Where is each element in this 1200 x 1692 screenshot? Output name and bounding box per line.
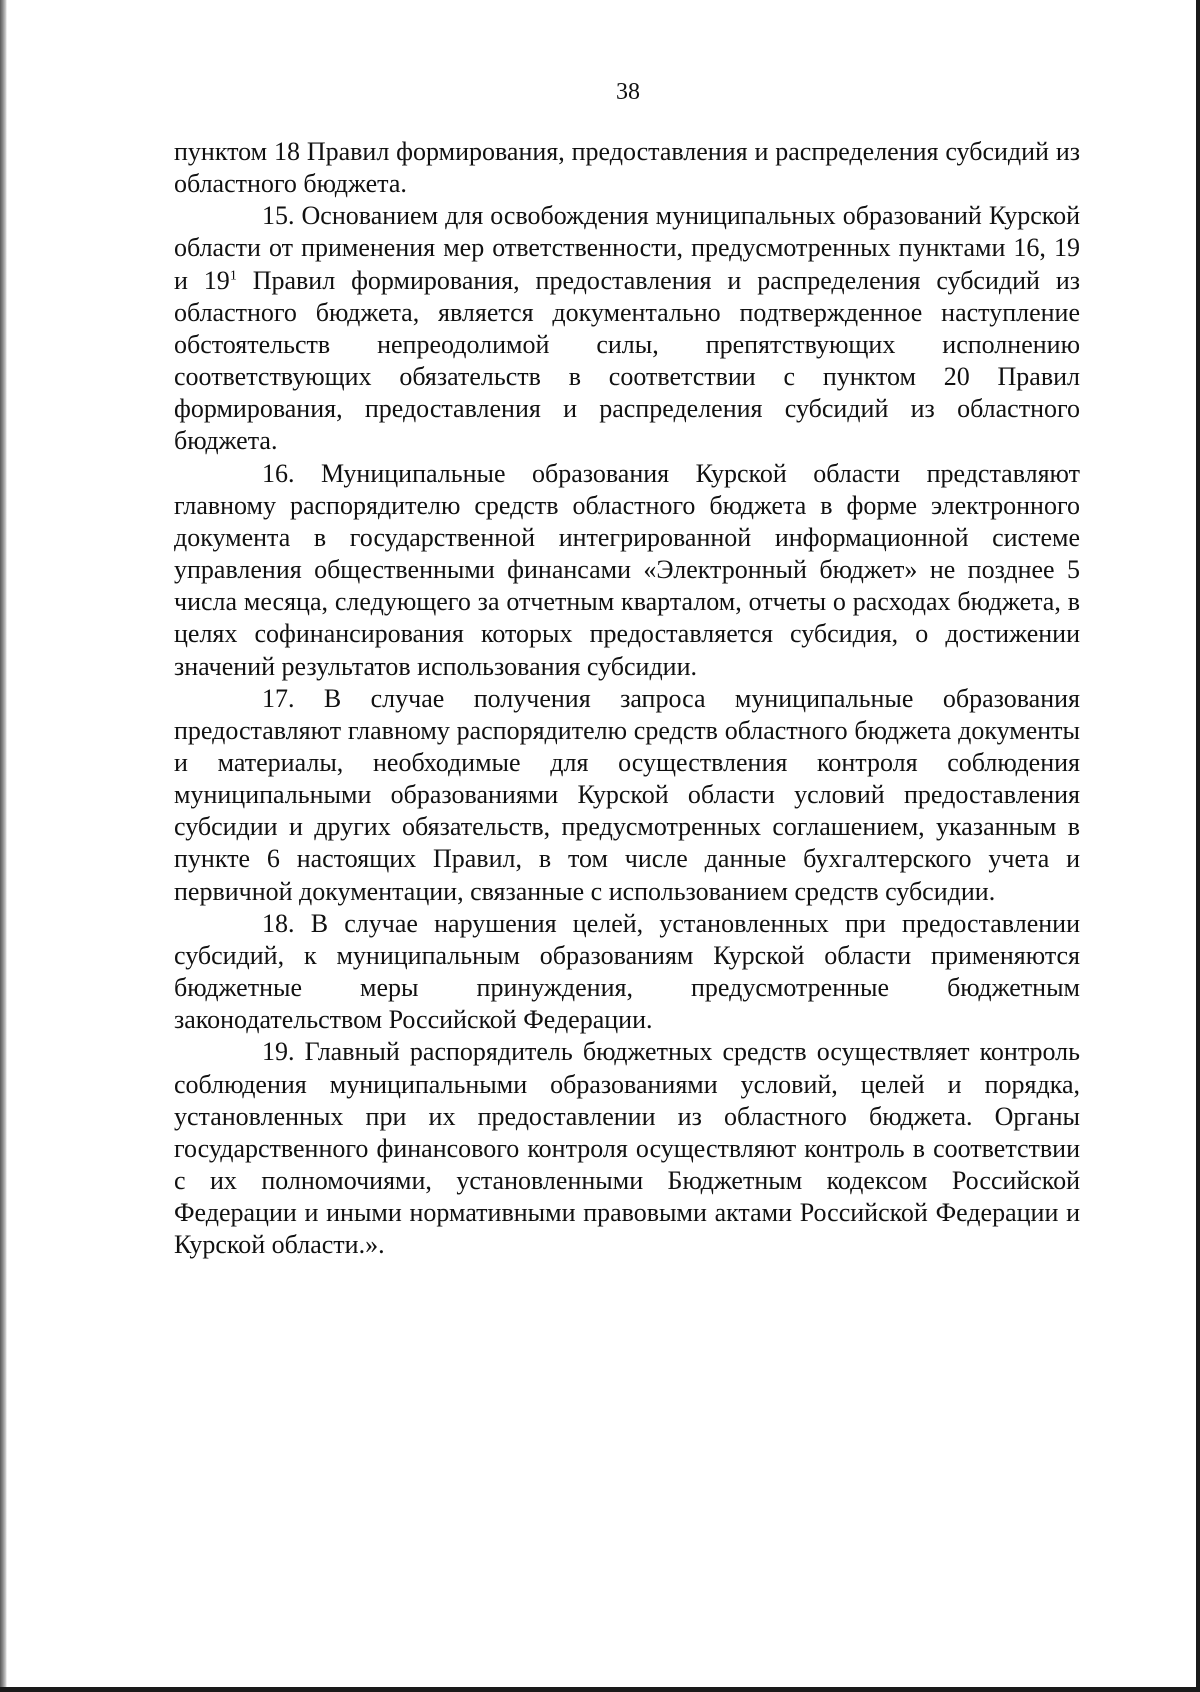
paragraph-text: Правил формирования, предоставления и распределения субсидий из областного бюджета, является документально подтвержденное наступление обстоятельств непреодолимой силы, препятствующих исполнению соответствующих обязательств в соответствии с пунктом 20 Правил формирования, предоставления и распределения субсидий из областного бюджета. [174, 265, 1081, 456]
paragraph-text: 16. Муниципальные образования Курской области представляют главному распорядителю средств областного бюджета в форме электронного документа в государственной интегрированной информационной системе управления общественными финансами «Электронный бюджет» не позднее 5 числа месяца, следующего за отчетным кварталом, отчеты о расходах бюджета, в целях софинансирования которых предоставляется субсидия, о достижении значений результатов использования субсидии. [174, 458, 1080, 681]
paragraph-19 [174, 1036, 1080, 1261]
paragraph-18 [174, 908, 1080, 1037]
scan-bottom-edge [0, 1687, 1200, 1692]
paragraph-17 [174, 683, 1080, 908]
document-body [174, 136, 1080, 1261]
paragraph-15 [174, 200, 1080, 457]
paragraph-text: 19. Главный распорядитель бюджетных средств осуществляет контроль соблюдения муниципальными образованиями условий, целей и порядка, установленных при их предоставлении из областного бюджета. Органы государственного финансового контроля осуществляют контроль в соответствии с их полномочиями, установленными Бюджетным кодексом Российской Федерации и иными нормативными правовыми актами Российской Федерации и Курской области.». [174, 1037, 1080, 1260]
scan-left-edge [0, 0, 7, 1692]
paragraph-text: 15. Основанием для освобождения муниципальных образований Курской области от применения мер ответственности, предусмотренных пунктами 16, 19 и 19 [174, 201, 1080, 295]
page-number: 38 [616, 79, 640, 105]
paragraph-text: 17. В случае получения запроса муниципальные образования предоставляют главному распорядителю средств областного бюджета документы и материалы, необходимые для осуществления контроля соблюдения муниципальными образованиями Курской области условий предоставления субсидии и других обязательств, предусмотренных соглашением, указанным в пункте 6 настоящих Правил, в том числе данные бухгалтерского учета и первичной документации, связанные с использованием средств субсидии. [174, 683, 1080, 906]
paragraph-16 [174, 458, 1080, 683]
superscript-marker: 1 [229, 267, 237, 283]
paragraph-text: пунктом 18 Правил формирования, предоставления и распределения субсидий из областного бюджета. [174, 137, 1080, 199]
paragraph-continuation [174, 136, 1080, 200]
paragraph-text: 18. В случае нарушения целей, установленных при предоставлении субсидий, к муниципальным образованиям Курской области применяются бюджетные меры принуждения, предусмотренные бюджетным законодательством Российской Федерации. [174, 908, 1080, 1035]
scan-right-edge [1196, 0, 1200, 1692]
